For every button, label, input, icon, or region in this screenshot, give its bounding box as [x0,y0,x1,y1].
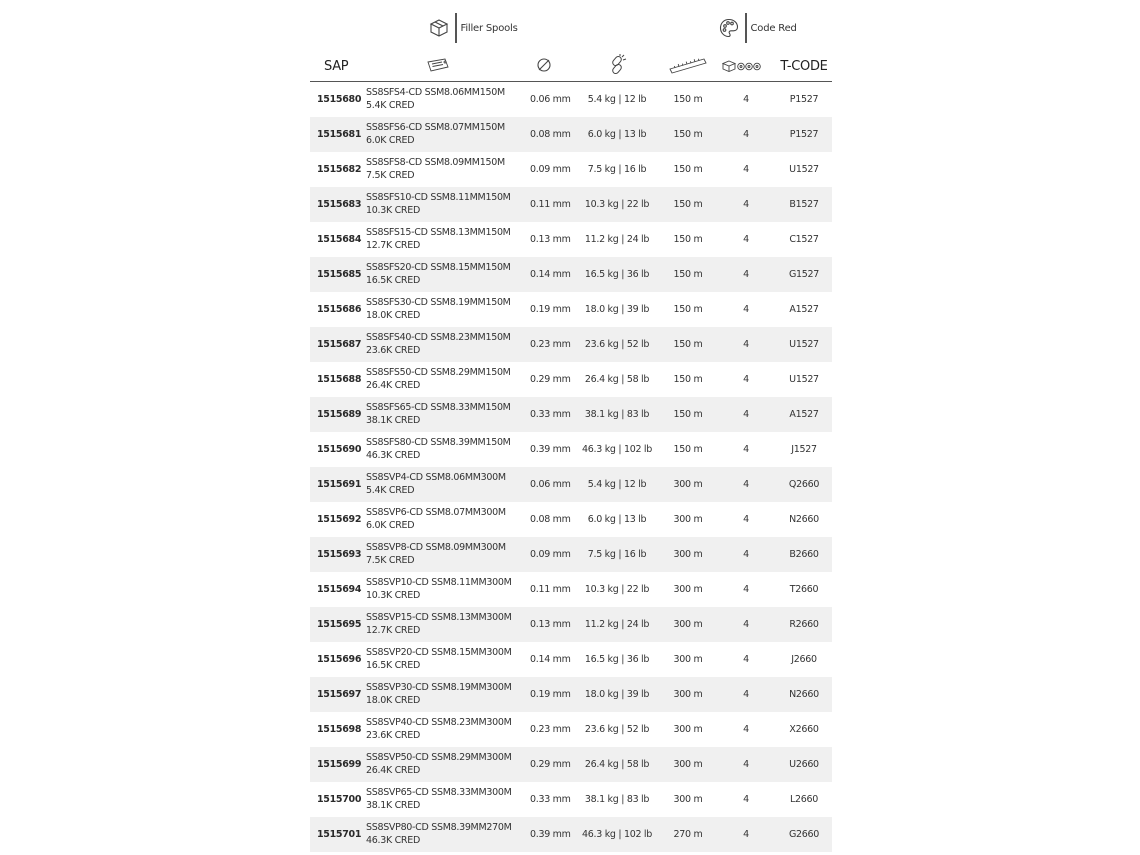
diameter-cell: 0.14 mm [530,654,571,665]
quantity-cell: 4 [743,94,749,105]
table-row [310,572,832,607]
sap-cell: 1515683 [310,187,366,222]
label-tag-icon [426,57,450,77]
filler-spools-label: Filler Spools [460,22,518,34]
quantity-cell: 4 [743,654,749,665]
description-line-1: SS8SFS30-CD SSM8.19MM150M [366,297,511,308]
quantity-cell: 4 [743,374,749,385]
tcode-cell: A1527 [776,397,832,432]
table-row [310,712,832,747]
quantity-cell: 4 [716,187,776,222]
palette-icon [717,16,741,40]
sap-cell: 1515684 [317,234,362,245]
length-cell: 300 m [660,537,716,572]
strength-cell: 11.2 kg | 24 lb [574,607,660,642]
description-cell [366,82,526,118]
description-line-1: SS8SVP30-CD SSM8.19MM300M [366,682,512,693]
table-row [310,397,832,432]
table-row [310,642,832,677]
diameter-cell: 0.14 mm [526,257,574,292]
length-cell: 150 m [673,304,703,315]
badge-divider [455,13,457,43]
description-cell [366,677,526,712]
tcode-cell: B1527 [776,187,832,222]
strength-cell: 46.3 kg | 102 lb [574,817,660,852]
tcode-cell: U1527 [776,327,832,362]
sap-cell: 1515693 [310,537,366,572]
diameter-cell: 0.13 mm [530,234,571,245]
length-cell: 150 m [673,164,703,175]
tcode-cell: B2660 [776,537,832,572]
table-row [310,222,832,257]
description-cell [366,222,526,257]
sap-cell: 1515682 [317,164,362,175]
quantity-cell: 4 [716,117,776,152]
description-cell [366,152,526,187]
code-red-label: Code Red [750,22,797,34]
description-line-1: SS8SVP80-CD SSM8.39MM270M [366,822,512,833]
table-row [310,817,832,852]
tcode-cell: N2660 [789,514,819,525]
badge-divider [745,13,747,43]
sap-cell: 1515700 [317,794,362,805]
sap-cell: 1515696 [317,654,362,665]
length-header [660,52,716,82]
sap-cell: 1515698 [317,724,362,735]
description-cell [366,467,526,502]
table-header-row [310,52,832,82]
tcode-cell: U1527 [789,374,819,385]
description-line-1: SS8SFS10-CD SSM8.11MM150M [366,192,511,203]
length-cell: 150 m [660,397,716,432]
sap-cell: 1515686 [317,304,362,315]
description-cell [366,257,526,292]
diameter-cell: 0.11 mm [526,187,574,222]
diameter-cell: 0.19 mm [530,304,571,315]
table-row [310,782,832,817]
description-line-1: SS8SVP6-CD SSM8.07MM300M [366,507,506,518]
tcode-cell: L2660 [790,794,818,805]
description-line-1: SS8SFS4-CD SSM8.06MM150M [366,87,505,98]
product-spec-sheet [310,0,832,852]
code-red-badge [717,13,797,43]
table-row [310,432,832,467]
description-line-2: 12.7K CRED [366,239,420,251]
quantity-cell: 4 [716,327,776,362]
description-cell [366,537,526,572]
table-row [310,537,832,572]
quantity-cell: 4 [743,584,749,595]
diameter-cell: 0.29 mm [530,374,571,385]
diameter-header [526,52,574,82]
quantity-header [716,52,776,82]
quantity-cell: 4 [743,724,749,735]
description-cell [366,572,526,607]
diameter-cell: 0.08 mm [530,514,571,525]
sap-cell: 1515680 [317,94,362,105]
ruler-icon [669,56,707,78]
filler-spools-badge [427,13,518,43]
length-cell: 150 m [673,444,703,455]
description-cell [366,432,526,467]
table-row [310,607,832,642]
length-cell: 150 m [660,187,716,222]
strength-header [574,52,660,82]
tcode-cell: G2660 [776,817,832,852]
length-cell: 150 m [660,257,716,292]
strength-cell: 16.5 kg | 36 lb [574,257,660,292]
table-row [310,362,832,397]
diameter-icon [536,57,552,77]
description-line-1: SS8SFS50-CD SSM8.29MM150M [366,367,511,378]
strength-cell: 38.1 kg | 83 lb [574,397,660,432]
description-line-2: 46.3K CRED [366,834,420,846]
description-cell [366,642,526,677]
sap-cell: 1515694 [317,584,362,595]
strength-cell: 10.3 kg | 22 lb [584,584,650,595]
description-line-2: 6.0K CRED [366,134,415,146]
diameter-cell: 0.33 mm [526,397,574,432]
table-row [310,502,832,537]
description-line-2: 16.5K CRED [366,274,420,286]
diameter-cell: 0.39 mm [526,817,574,852]
description-line-2: 6.0K CRED [366,519,415,531]
description-cell [366,327,526,362]
length-cell: 150 m [673,94,703,105]
length-cell: 300 m [673,794,703,805]
description-cell [366,747,526,782]
length-cell: 150 m [673,234,703,245]
description-line-1: SS8SFS6-CD SSM8.07MM150M [366,122,505,133]
quantity-cell: 4 [716,747,776,782]
tcode-cell: J2660 [791,654,817,665]
diameter-cell: 0.29 mm [526,747,574,782]
tcode-cell: U2660 [776,747,832,782]
strength-cell: 23.6 kg | 52 lb [584,724,650,735]
strength-cell: 23.6 kg | 52 lb [574,327,660,362]
diameter-cell: 0.19 mm [526,677,574,712]
quantity-cell: 4 [743,444,749,455]
description-cell [366,397,526,432]
description-cell [366,502,526,537]
diameter-cell: 0.33 mm [530,794,571,805]
strength-cell: 46.3 kg | 102 lb [582,444,652,455]
strength-cell: 26.4 kg | 58 lb [584,374,650,385]
description-line-2: 5.4K CRED [366,484,415,496]
description-line-2: 18.0K CRED [366,694,420,706]
table-row [310,82,832,118]
description-line-1: SS8SFS40-CD SSM8.23MM150M [366,332,511,343]
strength-cell: 6.0 kg | 13 lb [574,117,660,152]
tcode-cell: N2660 [776,677,832,712]
description-line-1: SS8SVP20-CD SSM8.15MM300M [366,647,512,658]
length-cell: 300 m [673,654,703,665]
strength-cell: 7.5 kg | 16 lb [574,537,660,572]
description-line-2: 46.3K CRED [366,449,420,461]
description-line-2: 7.5K CRED [366,169,415,181]
sap-cell: 1515699 [310,747,366,782]
quantity-cell: 4 [716,397,776,432]
strength-cell: 7.5 kg | 16 lb [587,164,647,175]
length-cell: 150 m [660,327,716,362]
table-row [310,747,832,782]
box-icon [427,16,451,40]
table-row [310,467,832,502]
sap-cell: 1515681 [310,117,366,152]
tcode-cell: C1527 [789,234,819,245]
quantity-cell: 4 [716,467,776,502]
tcode-cell: T2660 [789,584,819,595]
description-cell [366,607,526,642]
quantity-cell: 4 [716,677,776,712]
sap-cell: 1515685 [310,257,366,292]
table-row [310,152,832,187]
description-cell [366,712,526,747]
sap-cell: 1515690 [317,444,362,455]
description-cell [366,292,526,327]
description-line-1: SS8SVP40-CD SSM8.23MM300M [366,717,512,728]
sap-cell: 1515687 [310,327,366,362]
diameter-cell: 0.06 mm [530,94,571,105]
description-line-2: 18.0K CRED [366,309,420,321]
description-line-1: SS8SVP65-CD SSM8.33MM300M [366,787,512,798]
description-line-2: 10.3K CRED [366,589,420,601]
tcode-cell: A1527 [789,304,819,315]
description-line-2: 38.1K CRED [366,414,420,426]
tcode-header: T-CODE [776,52,832,82]
description-cell [366,362,526,397]
description-line-1: SS8SVP4-CD SSM8.06MM300M [366,472,506,483]
sap-cell: 1515701 [310,817,366,852]
quantity-cell: 4 [743,304,749,315]
length-cell: 150 m [660,117,716,152]
description-cell [366,817,526,852]
quantity-cell: 4 [716,537,776,572]
length-cell: 300 m [660,747,716,782]
description-line-1: SS8SVP10-CD SSM8.11MM300M [366,577,512,588]
strength-cell: 16.5 kg | 36 lb [584,654,650,665]
sap-header: SAP [310,52,366,82]
quantity-cell: 4 [743,164,749,175]
description-line-2: 10.3K CRED [366,204,420,216]
diameter-cell: 0.23 mm [530,724,571,735]
description-cell [366,187,526,222]
strength-cell: 26.4 kg | 58 lb [574,747,660,782]
strength-cell: 5.4 kg | 12 lb [587,94,647,105]
table-row [310,117,832,152]
diameter-cell: 0.39 mm [530,444,571,455]
description-line-2: 26.4K CRED [366,764,420,776]
strength-cell: 11.2 kg | 24 lb [584,234,650,245]
strength-cell: 10.3 kg | 22 lb [574,187,660,222]
description-line-1: SS8SVP50-CD SSM8.29MM300M [366,752,512,763]
tcode-cell: X2660 [789,724,819,735]
sap-cell: 1515689 [310,397,366,432]
description-line-1: SS8SFS80-CD SSM8.39MM150M [366,437,511,448]
description-cell [366,782,526,817]
diameter-cell: 0.06 mm [526,467,574,502]
quantity-cell: 4 [743,234,749,245]
description-line-2: 16.5K CRED [366,659,420,671]
spools-icon [722,58,762,77]
length-cell: 300 m [660,677,716,712]
table-row [310,292,832,327]
sap-cell: 1515695 [310,607,366,642]
description-line-2: 38.1K CRED [366,799,420,811]
sap-cell: 1515688 [317,374,362,385]
length-cell: 270 m [660,817,716,852]
description-line-2: 5.4K CRED [366,99,415,111]
table-row [310,257,832,292]
tcode-cell: Q2660 [776,467,832,502]
table-row [310,677,832,712]
quantity-cell: 4 [743,514,749,525]
description-line-1: SS8SVP8-CD SSM8.09MM300M [366,542,506,553]
quantity-cell: 4 [716,817,776,852]
quantity-cell: 4 [716,257,776,292]
length-cell: 150 m [673,374,703,385]
description-line-1: SS8SFS20-CD SSM8.15MM150M [366,262,511,273]
table-row [310,327,832,362]
spec-table [310,52,832,852]
tcode-cell: G1527 [776,257,832,292]
description-line-2: 26.4K CRED [366,379,420,391]
description-line-1: SS8SVP15-CD SSM8.13MM300M [366,612,512,623]
strength-cell: 5.4 kg | 12 lb [574,467,660,502]
description-line-2: 12.7K CRED [366,624,420,636]
description-line-2: 7.5K CRED [366,554,415,566]
diameter-cell: 0.13 mm [526,607,574,642]
length-cell: 300 m [660,607,716,642]
strength-cell: 18.0 kg | 39 lb [584,304,650,315]
diameter-cell: 0.09 mm [526,537,574,572]
description-header [366,52,526,82]
table-body [310,82,832,853]
length-cell: 300 m [673,514,703,525]
description-cell [366,117,526,152]
description-line-1: SS8SFS8-CD SSM8.09MM150M [366,157,505,168]
length-cell: 300 m [660,467,716,502]
description-line-1: SS8SFS15-CD SSM8.13MM150M [366,227,511,238]
description-line-1: SS8SFS65-CD SSM8.33MM150M [366,402,511,413]
description-line-2: 23.6K CRED [366,344,420,356]
length-cell: 300 m [673,584,703,595]
description-line-2: 23.6K CRED [366,729,420,741]
tcode-cell: U1527 [789,164,819,175]
diameter-cell: 0.08 mm [526,117,574,152]
quantity-cell: 4 [716,607,776,642]
table-row [310,187,832,222]
diameter-cell: 0.09 mm [530,164,571,175]
tcode-cell: J1527 [791,444,817,455]
sap-cell: 1515691 [310,467,366,502]
chain-link-icon [606,54,628,80]
sap-cell: 1515697 [310,677,366,712]
diameter-cell: 0.11 mm [530,584,571,595]
tcode-cell: P1527 [789,94,819,105]
quantity-cell: 4 [743,794,749,805]
sap-cell: 1515692 [317,514,362,525]
tcode-cell: P1527 [776,117,832,152]
strength-cell: 38.1 kg | 83 lb [584,794,650,805]
badge-bar [310,0,832,52]
strength-cell: 6.0 kg | 13 lb [587,514,647,525]
diameter-cell: 0.23 mm [526,327,574,362]
strength-cell: 18.0 kg | 39 lb [574,677,660,712]
length-cell: 300 m [673,724,703,735]
tcode-cell: R2660 [776,607,832,642]
